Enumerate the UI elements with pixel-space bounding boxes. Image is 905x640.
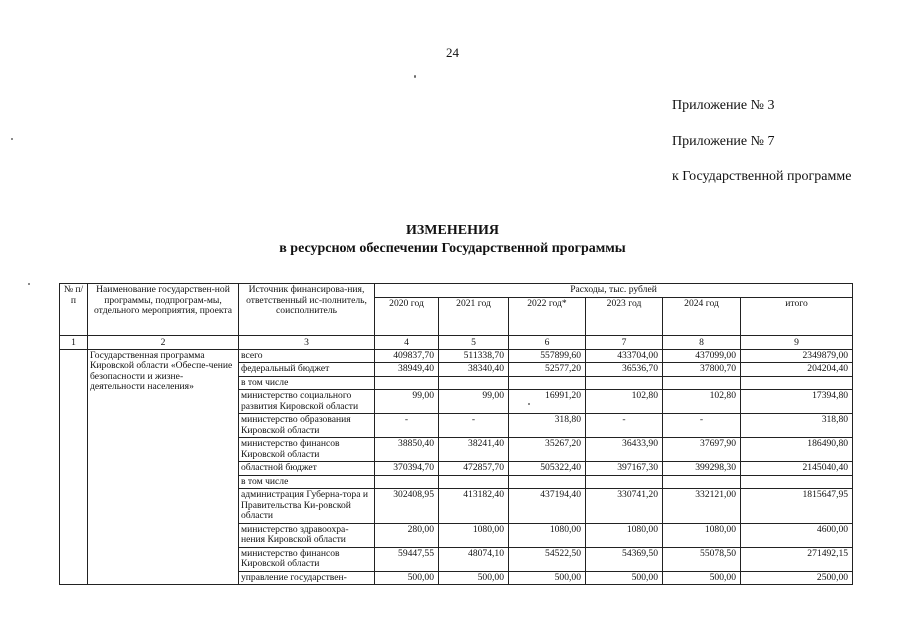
amount-cell: 500,00	[663, 571, 741, 585]
header-num: № п/п	[60, 284, 88, 336]
funding-source-cell: министерство социального развития Кировской области	[239, 390, 375, 414]
total-amount-cell: 271492,15	[741, 547, 853, 571]
amount-cell: 500,00	[439, 571, 509, 585]
amount-cell: 397167,30	[586, 462, 663, 476]
amount-cell: 500,00	[509, 571, 586, 585]
amount-cell: 1080,00	[509, 523, 586, 547]
amount-cell: -	[375, 414, 439, 438]
amount-cell: -	[439, 414, 509, 438]
title-line-2: в ресурсном обеспечении Государственной программы	[279, 241, 626, 256]
funding-source-cell: в том числе	[239, 376, 375, 390]
index-cell: 1	[60, 335, 88, 349]
funding-source-cell: министерство финансов Кировской области	[239, 547, 375, 571]
program-number-cell	[60, 349, 88, 585]
amount-cell	[509, 475, 586, 489]
amount-cell: 500,00	[586, 571, 663, 585]
amount-cell: 59447,55	[375, 547, 439, 571]
amount-cell: 37697,90	[663, 438, 741, 462]
total-amount-cell: 4600,00	[741, 523, 853, 547]
index-cell: 5	[439, 335, 509, 349]
amount-cell	[663, 475, 741, 489]
amount-cell: -	[586, 414, 663, 438]
header-year: 2020 год	[375, 297, 439, 335]
amount-cell: 35267,20	[509, 438, 586, 462]
amount-cell: 55078,50	[663, 547, 741, 571]
amount-cell: 437099,00	[663, 349, 741, 363]
amount-cell: 16991,20	[509, 390, 586, 414]
amount-cell: 36536,70	[586, 363, 663, 377]
amount-cell: 437194,40	[509, 489, 586, 524]
header-name: Наименование государствен-ной программы, подпрограм-мы, отдельного мероприятия, проекта	[88, 284, 239, 336]
amount-cell	[375, 376, 439, 390]
amount-cell: 38850,40	[375, 438, 439, 462]
title-line-1: ИЗМЕНЕНИЯ	[406, 223, 499, 238]
amount-cell: 302408,95	[375, 489, 439, 524]
funding-source-cell: управление государствен-	[239, 571, 375, 585]
total-amount-cell: 2349879,00	[741, 349, 853, 363]
appendix-line-3: к Государственной программе	[672, 169, 852, 184]
header-year: 2024 год	[663, 297, 741, 335]
header-year: 2023 год	[586, 297, 663, 335]
amount-cell: 54369,50	[586, 547, 663, 571]
amount-cell: 1080,00	[439, 523, 509, 547]
amount-cell: 36433,90	[586, 438, 663, 462]
total-amount-cell	[741, 475, 853, 489]
amount-cell: 280,00	[375, 523, 439, 547]
amount-cell	[439, 376, 509, 390]
index-cell: 7	[586, 335, 663, 349]
total-amount-cell: 204204,40	[741, 363, 853, 377]
page-number: 24	[446, 45, 459, 60]
total-amount-cell: 186490,80	[741, 438, 853, 462]
index-row	[60, 335, 853, 349]
amount-cell: 37800,70	[663, 363, 741, 377]
index-cell: 8	[663, 335, 741, 349]
appendix-line-1: Приложение № 3	[672, 98, 775, 113]
index-cell: 6	[509, 335, 586, 349]
amount-cell: 38241,40	[439, 438, 509, 462]
scan-speck	[11, 138, 13, 140]
funding-source-cell: областной бюджет	[239, 462, 375, 476]
amount-cell	[509, 376, 586, 390]
table-row	[60, 349, 853, 363]
amount-cell: 500,00	[375, 571, 439, 585]
header-expenses: Расходы, тыс. рублей	[375, 284, 853, 298]
header-year: 2021 год	[439, 297, 509, 335]
index-cell: 4	[375, 335, 439, 349]
total-amount-cell	[741, 376, 853, 390]
amount-cell: 413182,40	[439, 489, 509, 524]
header-total: итого	[741, 297, 853, 335]
index-cell: 2	[88, 335, 239, 349]
header-source: Источник финансирова-ния, ответственный ис-полнитель, соисполнитель	[239, 284, 375, 336]
funding-source-cell: всего	[239, 349, 375, 363]
resources-table	[59, 283, 853, 585]
amount-cell: 330741,20	[586, 489, 663, 524]
header-row-1	[60, 284, 853, 298]
amount-cell: 511338,70	[439, 349, 509, 363]
amount-cell	[663, 376, 741, 390]
amount-cell: 1080,00	[663, 523, 741, 547]
funding-source-cell: администрация Губерна-тора и Правительства Ки-ровской области	[239, 489, 375, 524]
amount-cell: 1080,00	[586, 523, 663, 547]
amount-cell: 102,80	[586, 390, 663, 414]
document-title	[0, 222, 905, 258]
funding-source-cell: в том числе	[239, 475, 375, 489]
amount-cell: 99,00	[375, 390, 439, 414]
scan-speck	[28, 283, 30, 285]
amount-cell	[586, 376, 663, 390]
amount-cell: 557899,60	[509, 349, 586, 363]
amount-cell: 52577,20	[509, 363, 586, 377]
amount-cell: -	[663, 414, 741, 438]
header-year: 2022 год*	[509, 297, 586, 335]
amount-cell: 102,80	[663, 390, 741, 414]
amount-cell: 472857,70	[439, 462, 509, 476]
amount-cell: 332121,00	[663, 489, 741, 524]
index-cell: 9	[741, 335, 853, 349]
amount-cell: 318,80	[509, 414, 586, 438]
total-amount-cell: 17394,80	[741, 390, 853, 414]
program-name-cell: Государственная программа Кировской области «Обеспе-чение безопасности и жизне-деятельности населения»	[88, 349, 239, 585]
index-cell: 3	[239, 335, 375, 349]
amount-cell: 399298,30	[663, 462, 741, 476]
amount-cell: 48074,10	[439, 547, 509, 571]
scan-speck	[528, 403, 530, 405]
amount-cell: 38340,40	[439, 363, 509, 377]
amount-cell: 38949,40	[375, 363, 439, 377]
amount-cell: 99,00	[439, 390, 509, 414]
funding-source-cell: министерство образования Кировской области	[239, 414, 375, 438]
amount-cell	[586, 475, 663, 489]
total-amount-cell: 2500,00	[741, 571, 853, 585]
amount-cell: 370394,70	[375, 462, 439, 476]
total-amount-cell: 318,80	[741, 414, 853, 438]
table-body	[60, 349, 853, 585]
amount-cell: 433704,00	[586, 349, 663, 363]
amount-cell	[375, 475, 439, 489]
appendix-line-2: Приложение № 7	[672, 134, 775, 149]
scan-speck	[414, 75, 416, 78]
funding-source-cell: министерство финансов Кировской области	[239, 438, 375, 462]
funding-source-cell: федеральный бюджет	[239, 363, 375, 377]
amount-cell	[439, 475, 509, 489]
amount-cell: 54522,50	[509, 547, 586, 571]
total-amount-cell: 1815647,95	[741, 489, 853, 524]
total-amount-cell: 2145040,40	[741, 462, 853, 476]
amount-cell: 409837,70	[375, 349, 439, 363]
amount-cell: 505322,40	[509, 462, 586, 476]
funding-source-cell: министерство здравоохра-нения Кировской области	[239, 523, 375, 547]
